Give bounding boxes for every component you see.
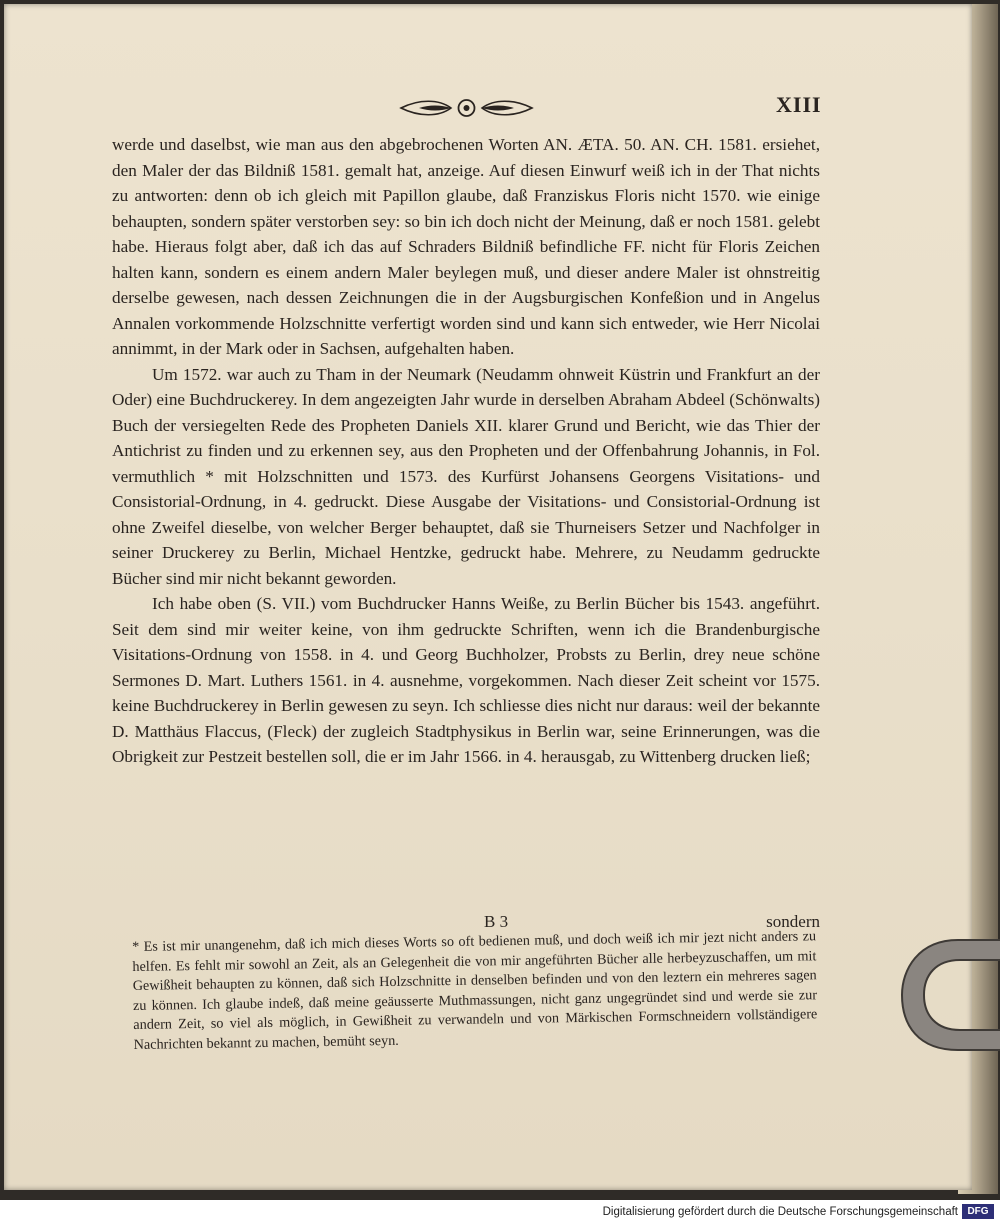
page-number: XIII bbox=[776, 92, 822, 117]
book-page bbox=[4, 4, 972, 1190]
catchword: sondern bbox=[766, 912, 820, 931]
signature-mark: B 3 bbox=[484, 912, 509, 931]
dfg-logo: DFG bbox=[962, 1204, 994, 1219]
body-text bbox=[112, 132, 820, 770]
floral-ornament-icon bbox=[399, 97, 534, 119]
paragraph: werde und daselbst, wie man aus den abgebrochenen Worten AN. ÆTA. 50. AN. CH. 1581. ersiehet, den Maler der das Bildniß 1581. gemalt hat, anzeige. Auf diesen Einwurf weiß ich in der That nichts zu antworten: denn ob ich gleich mit Papillon glaube, daß Franziskus Floris nicht 1570. wie einige behaupten, sondern später verstorben sey: so bin ich doch nicht der Meinung, daß er noch 1581. gelebt habe. Hieraus folgt aber, daß ich das auf Schraders Bildniß befindliche FF. nicht für Floris Zeichen halten kann, sondern es einem andern Maler beylegen muß, und dieser andere Maler ist ohnstreitig derselbe gewesen, nach dessen Zeichnungen die in der Augsburgischen Konfeßion und in Angelus Annalen vorkommende Holzschnitte verfertigt worden sind und kann sich entweder, wie Herr Nicolai annimmt, in der Mark oder in Sachsen, aufgehalten haben. bbox=[112, 135, 820, 358]
credit-text: Digitalisierung gefördert durch die Deutsche Forschungsgemeinschaft bbox=[602, 1206, 958, 1218]
footnote: * Es ist mir unangenehm, daß ich mich dieses Worts so oft bedienen muß, und doch weiß ich mir jezt nicht anders zu helfen. Es fehlt mir sowohl an Zeit, als an Gelegenheit die von mir angeführten Bücher alle herbeyzuschaffen, um mit Gewißheit behaupten zu können, daß sich Holzschnitte in denselben befinden und von den leztern ein mehreres sagen zu können. Ich glaube indeß, daß meine geäusserte Muthmassungen, nicht ganz ungegründet sind und werde sie zur andern Zeit, so viel als möglich, in Gewißheit zu verwandeln und von Märkischen Formschneidern vollständigere Nachrichten bekannt zu machen, bemüht seyn. bbox=[132, 928, 818, 1053]
paragraph: Um 1572. war auch zu Tham in der Neumark (Neudamm ohnweit Küstrin und Frankfurt an der Oder) eine Buchdruckerey. In dem angezeigten Jahr wurde in derselben Abraham Abdeel (Schönwalts) Buch der versiegelten Rede des Propheten Daniels XII. klarer Grund und Bericht, wie das Thier der Antichrist zu finden und zu erkennen sey, aus den Propheten und der Offenbahrung Johannis, in Fol. vermuthlich * mit Holzschnitten und 1573. des Kurfürst Johansens Georgens Visitations- und Consistorial-Ordnung, in 4. gedruckt. Diese Ausgabe der Visitations- und Consistorial-Ordnung ist ohne Zweifel dieselbe, von welcher Berger behauptet, daß sie Thurneisers Setzer und Nachfolger in seiner Druckerey zu Berlin, Michael Hentzke, gedruckt habe. Mehrere, zu Neudamm gedruckte Bücher sind mir nicht bekannt geworden. bbox=[112, 364, 820, 588]
page-clip-icon bbox=[898, 930, 1000, 1060]
paragraph: Ich habe oben (S. VII.) vom Buchdrucker Hanns Weiße, zu Berlin Bücher bis 1543. angeführt. Seit dem sind mir weiter keine, von ihm gedruckte Schriften, wenn ich die Brandenburgische Visitations-Ordnung von 1558. in 4. und Georg Buchholzer, Probsts zu Berlin, drey neue schöne Sermones D. Mart. Luthers 1561. in 4. ausnehme, vorgekommen. Nach dieser Zeit scheint vor 1575. keine Buchdruckerey in Berlin gewesen zu seyn. Ich schliesse dies nicht nur daraus: weil der bekannte D. Matthäus Flaccus, (Fleck) der zugleich Stadtphysikus in Berlin war, seine Erinnerungen, was die Obrigkeit zur Pestzeit bestellen soll, die er im Jahr 1566. in 4. herausgab, zu Wittenberg drucken ließ; bbox=[112, 594, 820, 766]
